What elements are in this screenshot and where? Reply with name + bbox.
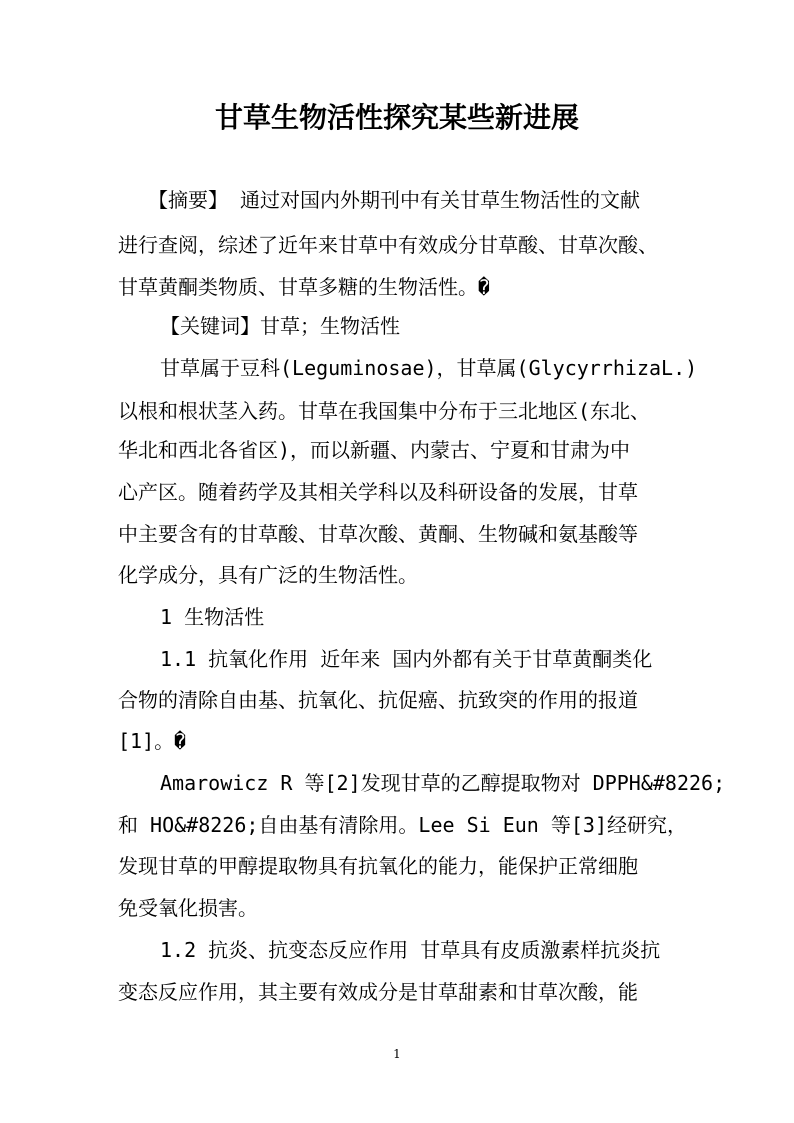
paragraph-line-4: 免受氧化损害。 xyxy=(118,896,258,920)
subsection-1-1-line-1: 1.1 抗氧化作用 近年来 国内外都有关于甘草黄酮类化 xyxy=(160,647,653,671)
subsection-1-2-line-2: 变态反应作用，其主要有效成分是甘草甜素和甘草次酸，能 xyxy=(118,980,638,1004)
body-line-1: 甘草属于豆科(Leguminosae)，甘草属(GlycyrrhizaL.) xyxy=(160,356,698,380)
paragraph-line-2: 和 HO&#8226;自由基有清除用。Lee Si Eun 等[3]经研究， xyxy=(118,813,687,837)
body-line-3: 华北和西北各省区)，而以新疆、内蒙古、宁夏和甘肃为中 xyxy=(118,438,631,462)
subsection-1-1-line-3: [1]。� xyxy=(118,729,187,753)
page-number: 1 xyxy=(393,1047,401,1061)
body-line-4: 心产区。随着药学及其相关学科以及科研设备的发展，甘草 xyxy=(118,480,638,504)
abstract-line-3: 甘草黄酮类物质、甘草多糖的生物活性。� xyxy=(118,275,491,299)
keywords-line: 【关键词】甘草；生物活性 xyxy=(160,314,400,338)
body-line-2: 以根和根状茎入药。甘草在我国集中分布于三北地区(东北、 xyxy=(118,399,651,423)
body-line-6: 化学成分，具有广泛的生物活性。 xyxy=(118,563,418,587)
paragraph-line-1: Amarowicz R 等[2]发现甘草的乙醇提取物对 DPPH&#8226; xyxy=(160,771,726,795)
paragraph-line-3: 发现甘草的甲醇提取物具有抗氧化的能力，能保护正常细胞 xyxy=(118,854,638,878)
document-title: 甘草生物活性探究某些新进展 xyxy=(214,101,579,134)
abstract-line-1: 【摘要】 通过对国内外期刊中有关甘草生物活性的文献 xyxy=(148,188,641,212)
section-heading-1: 1 生物活性 xyxy=(160,605,265,629)
body-line-5: 中主要含有的甘草酸、甘草次酸、黄酮、生物碱和氨基酸等 xyxy=(118,522,638,546)
subsection-1-2-line-1: 1.2 抗炎、抗变态反应作用 甘草具有皮质激素样抗炎抗 xyxy=(160,938,661,962)
abstract-line-2: 进行查阅，综述了近年来甘草中有效成分甘草酸、甘草次酸、 xyxy=(118,233,658,257)
subsection-1-1-line-2: 合物的清除自由基、抗氧化、抗促癌、抗致突的作用的报道 xyxy=(118,688,638,712)
